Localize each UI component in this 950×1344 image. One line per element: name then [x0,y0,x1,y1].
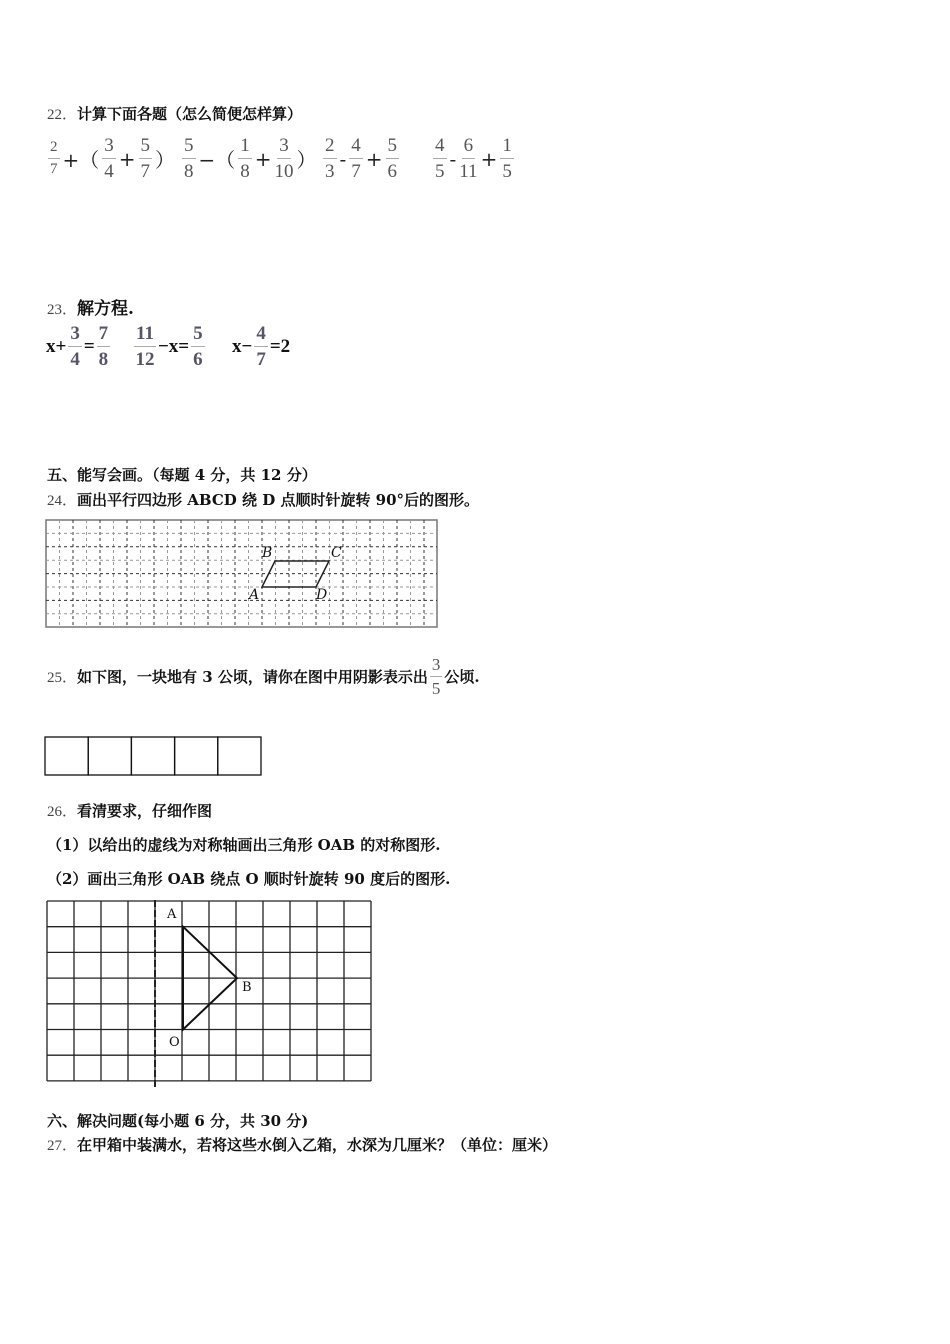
triangle-grid [46,900,374,1088]
label-d: D [316,587,328,603]
q22-expr-2: $\frac{5}{8}$ −（ $\frac{1}{8}$ + $\frac{3}{10}$ ） [184,135,317,182]
section-6-heading: 六、解决问题(每小题 6 分，共 30 分) [47,1112,309,1130]
land-box [45,737,88,775]
parallelogram-grid [45,519,439,629]
q23-equation-3: x− $\frac{4}{7}$ =2 [232,323,291,370]
label-c: C [331,545,342,561]
q22-expr-4: $\frac{4}{5}$ - $\frac{6}{11}$ + $\frac{1}{5}$ [435,135,512,182]
label-b: B [262,545,273,561]
q26-sub1: （1）以给出的虚线为对称轴画出三角形 OAB 的对称图形. [47,836,441,854]
q23-heading: 23．解方程. [47,299,134,319]
label-o: O [169,1035,180,1050]
label-a: A [249,587,260,603]
label-b: B [242,980,252,995]
q26-heading: 26．看清要求，仔细作图 [47,802,213,820]
section-5-heading: 五、能写会画。（每题 4 分，共 12 分） [47,466,317,484]
land-box [175,737,218,775]
q23-equation-2: $\frac{11}{12}$ −x= $\frac{5}{6}$ [135,323,203,370]
q25-heading: 25． 如下图，一块地有 3 公顷，请你在图中用阴影表示出 $\frac{3}{5}$ 公顷. [47,655,480,698]
q27-heading: 27．在甲箱中装满水，若将这些水倒入乙箱，水深为几厘米？（单位：厘米） [47,1136,558,1154]
q22-heading: 22．计算下面各题（怎么简便怎样算） [47,105,303,123]
q23-equation-1: x+ $\frac{3}{4}$ = $\frac{7}{8}$ [46,323,109,370]
q26-sub2: （2）画出三角形 OAB 绕点 O 顺时针旋转 90 度后的图形. [47,870,451,888]
q22-expr-3: $\frac{2}{3}$ - $\frac{4}{7}$ + $\frac{5}{6}$ [325,135,398,182]
land-box [218,737,261,775]
land-box [131,737,174,775]
label-a: A [167,907,177,922]
land-boxes [44,736,264,778]
q24-heading: 24．画出平行四边形 ABCD 绕 D 点顺时针旋转 90°后的图形。 [47,491,480,509]
land-box [88,737,131,775]
q22-expr-1: $\frac{2}{7}$ +（ $\frac{3}{4}$ + $\frac{5}{7}$ ） [50,135,176,182]
